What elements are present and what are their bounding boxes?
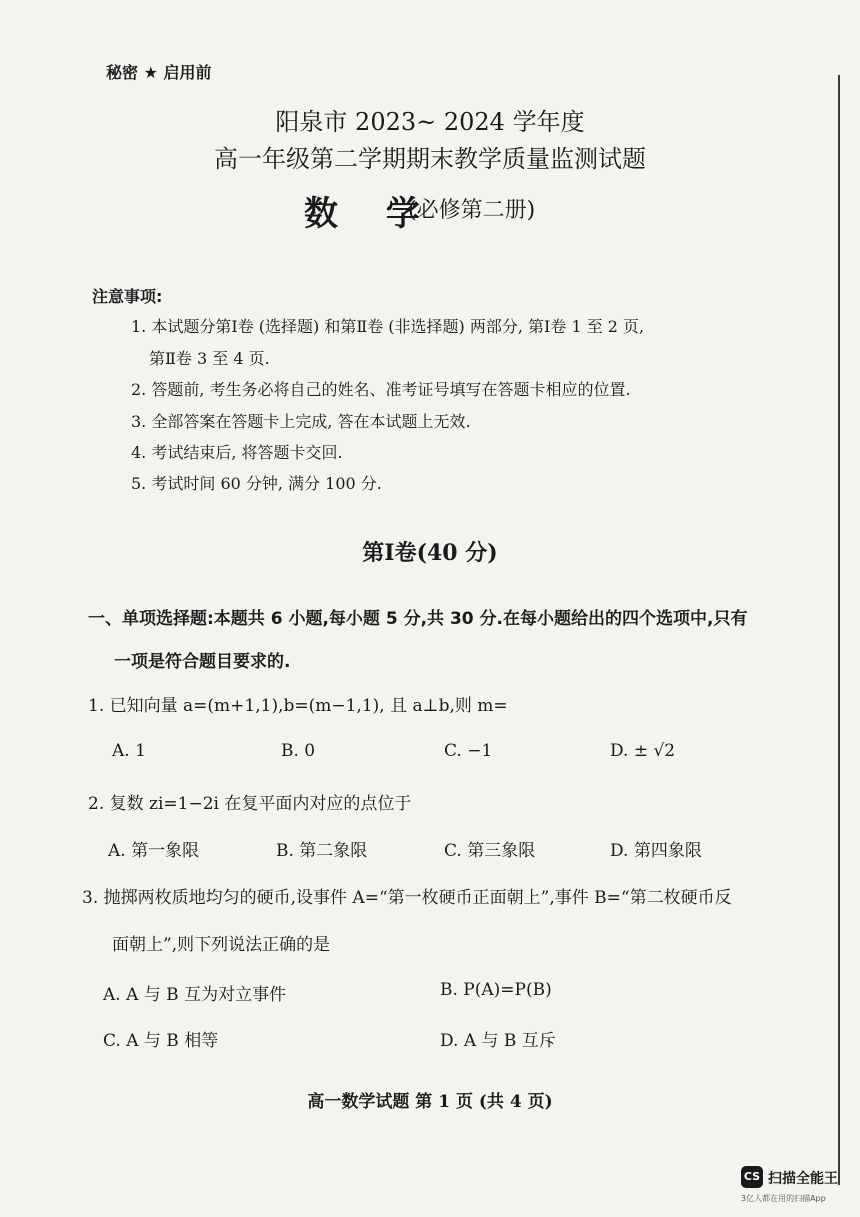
part-title: 第Ⅰ卷(40 分) <box>362 540 498 566</box>
page-footer: 高一数学试题 第 1 页 (共 4 页) <box>307 1092 553 1112</box>
camscanner-name: 扫描全能王 <box>768 1171 838 1187</box>
section-instructions-line1: 一、单项选择题:本题共 6 小题,每小题 5 分,共 30 分.在每小题给出的四个选项中,只有 <box>88 609 748 629</box>
question-3-option-c: C. A 与 B 相等 <box>103 1031 219 1051</box>
question-1-stem: 1. 已知向量 a=(m+1,1),b=(m−1,1), 且 a⊥b,则 m= <box>88 696 508 716</box>
notice-item: 5. 考试时间 60 分钟, 满分 100 分. <box>131 474 382 493</box>
question-1-option-b: B. 0 <box>281 741 316 761</box>
scan-edge-line <box>838 75 840 1185</box>
question-1-option-c: C. −1 <box>444 741 493 761</box>
subject-subtitle: (必修第二册) <box>408 198 536 223</box>
subject-title: 数 学 <box>304 194 438 234</box>
question-2-option-b: B. 第二象限 <box>276 841 368 861</box>
camscanner-tagline: 3亿人都在用的扫描App <box>741 1194 826 1203</box>
notice-item: 2. 答题前, 考生务必将自己的姓名、准考证号填写在答题卡相应的位置. <box>131 380 631 399</box>
notice-title: 注意事项: <box>92 287 163 306</box>
question-3-stem-line2: 面朝上”,则下列说法正确的是 <box>112 935 331 955</box>
exam-title-line2: 高一年级第二学期期末教学质量监测试题 <box>214 145 646 173</box>
question-2-option-c: C. 第三象限 <box>444 841 536 861</box>
section-instructions-line2: 一项是符合题目要求的. <box>114 652 291 672</box>
question-1-option-a: A. 1 <box>112 741 146 761</box>
notice-item: 第Ⅱ卷 3 至 4 页. <box>149 349 270 368</box>
notice-item: 4. 考试结束后, 将答题卡交回. <box>131 443 343 462</box>
question-1-option-d: D. ± √2 <box>610 741 676 761</box>
secret-label: 秘密 ★ 启用前 <box>106 63 212 82</box>
camscanner-logo-icon: CS <box>741 1166 763 1188</box>
question-3-option-b: B. P(A)=P(B) <box>440 980 552 1000</box>
exam-title-line1: 阳泉市 2023~ 2024 学年度 <box>275 108 585 136</box>
question-3-option-d: D. A 与 B 互斥 <box>440 1031 556 1051</box>
question-2-option-a: A. 第一象限 <box>108 841 200 861</box>
question-3-option-a: A. A 与 B 互为对立事件 <box>103 985 287 1005</box>
notice-item: 1. 本试题分第Ⅰ卷 (选择题) 和第Ⅱ卷 (非选择题) 两部分, 第Ⅰ卷 1 至 2 页, <box>131 317 645 336</box>
question-2-stem: 2. 复数 zi=1−2i 在复平面内对应的点位于 <box>88 794 412 814</box>
notice-item: 3. 全部答案在答题卡上完成, 答在本试题上无效. <box>131 412 471 431</box>
question-3-stem-line1: 3. 抛掷两枚质地均匀的硬币,设事件 A=“第一枚硬币正面朝上”,事件 B=“第二枚硬币反 <box>82 888 732 908</box>
question-2-option-d: D. 第四象限 <box>610 841 702 861</box>
